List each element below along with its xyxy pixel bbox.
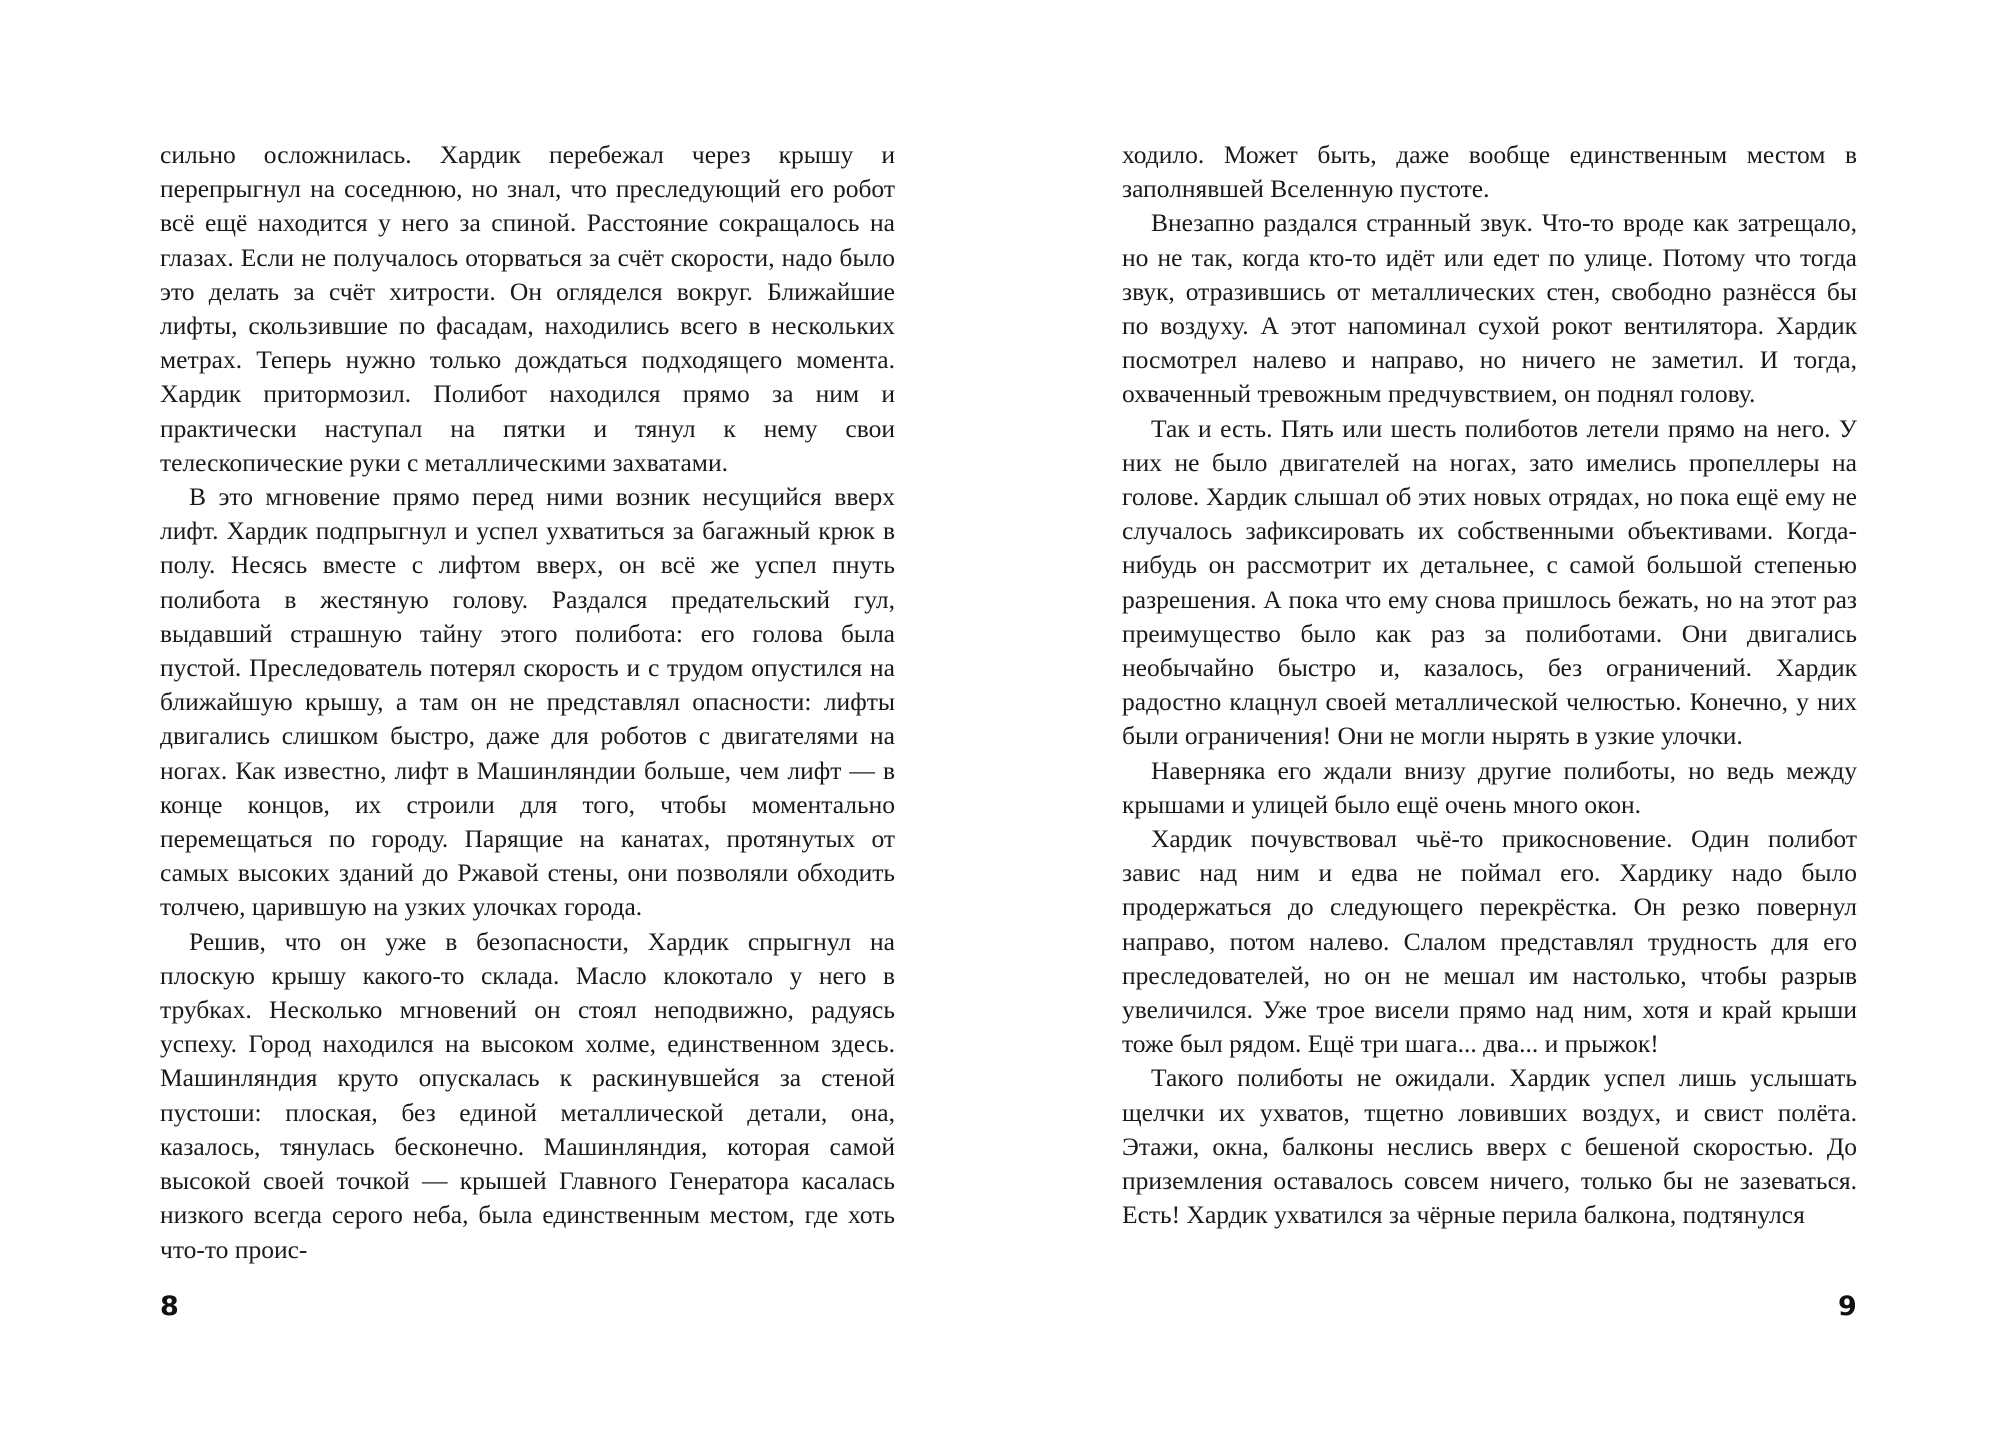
paragraph: В это мгновение прямо перед ними возник несущийся вверх лифт. Хардик подпрыгнул и успел ухватиться за багажный крюк в полу. Несясь вместе с лифтом вверх, он всё же успел пнуть полибота в жестяную голову. Раздался предательский гул, выдавший страшную тайну этого полибота: его голова была пустой. Преследователь потерял скорость и с трудом опустился на ближайшую крышу, а там он не представлял опасности: лифты двигались слишком быстро, даже для роботов с двигателями на ногах. Как известно, лифт в Машинляндии больше, чем лифт — в конце концов, их строили для того, чтобы моментально перемещаться по городу. Парящие на канатах, протянутых от самых высоких зданий до Ржавой стены, они позволяли обходить толчею, царившую на узких улочках города. (160, 482, 895, 922)
paragraph: Наверняка его ждали внизу другие полиботы, но ведь между крышами и улицей было ещё очень много окон. (1122, 755, 1857, 819)
right-page-text (1122, 138, 1857, 1233)
left-page-text (160, 138, 895, 1267)
paragraph: ходило. Может быть, даже вообще единственным местом в заполнявшей Вселенную пустоте. (1122, 140, 1857, 204)
paragraph: сильно осложнилась. Хардик перебежал через крышу и перепрыгнул на соседнюю, но знал, что преследующий его робот всё ещё находится у него за спиной. Расстояние сокращалось на глазах. Если не получалось оторваться за счёт скорости, надо было это делать за счёт хитрости. Он огляделся вокруг. Ближайшие лифты, скользившие по фасадам, находились всего в нескольких метрах. Теперь нужно только дождаться подходящего момента. Хардик притормозил. Полибот находился прямо за ним и практически наступал на пятки и тянул к нему свои телескопические руки с металлическими захватами. (160, 140, 895, 477)
paragraph: Внезапно раздался странный звук. Что-то вроде как затрещало, но не так, когда кто-то идёт или едет по улице. Потому что тогда звук, отразившись от металлических стен, свободно разнёсся бы по воздуху. А этот напоминал сухой рокот вентилятора. Хардик посмотрел налево и направо, но ничего не заметил. И тогда, охваченный тревожным предчувствием, он поднял голову. (1122, 208, 1857, 409)
paragraph: Хардик почувствовал чьё-то прикосновение. Один полибот завис над ним и едва не поймал его. Хардику надо было продержаться до следующего перекрёстка. Он резко повернул направо, потом налево. Слалом представлял трудность для его преследователей, но он не мешал им настолько, чтобы разрыв увеличился. Уже трое висели прямо над ним, хотя и край крыши тоже был рядом. Ещё три шага... два... и прыжок! (1122, 824, 1857, 1059)
page-number: 9 (1838, 1291, 1857, 1322)
paragraph: Решив, что он уже в безопасности, Хардик спрыгнул на плоскую крышу какого-то склада. Масло клокотало у него в трубках. Несколько мгновений он стоял неподвижно, радуясь успеху. Город находился на высоком холме, единственном здесь. Машинляндия круто опускалась к раскинувшейся за стеной пустоши: плоская, без единой металлической детали, она, казалось, тянулась бесконечно. Машинляндия, которая самой высокой своей точкой — крышей Главного Генератора касалась низкого всегда серого неба, была единственным местом, где хоть что-то проис- (160, 926, 895, 1264)
paragraph: Так и есть. Пять или шесть полиботов летели прямо на него. У них не было двигателей на ногах, зато имелись пропеллеры на голове. Хардик слышал об этих новых отрядах, но пока ещё ему не случалось зафиксировать их собственными объективами. Когда-нибудь он рассмотрит их детальнее, с самой большой степенью разрешения. А пока что ему снова пришлось бежать, но на этот раз преимущество было как раз за полиботами. Они двигались необычайно быстро и, казалось, без ограничений. Хардик радостно клацнул своей металлической челюстью. Конечно, у них были ограничения! Они не могли нырять в узкие улочки. (1122, 413, 1857, 751)
page-number: 8 (160, 1291, 179, 1322)
right-page (1000, 0, 2000, 1429)
paragraph: Такого полиботы не ожидали. Хардик успел лишь услышать щелчки их ухватов, тщетно ловивших воздух, и свист полёта. Этажи, окна, балконы неслись вверх с бешеной скоростью. До приземления оставалось совсем ничего, только бы не зазеваться. Есть! Хардик ухватился за чёрные перила балкона, подтянулся (1122, 1063, 1857, 1230)
